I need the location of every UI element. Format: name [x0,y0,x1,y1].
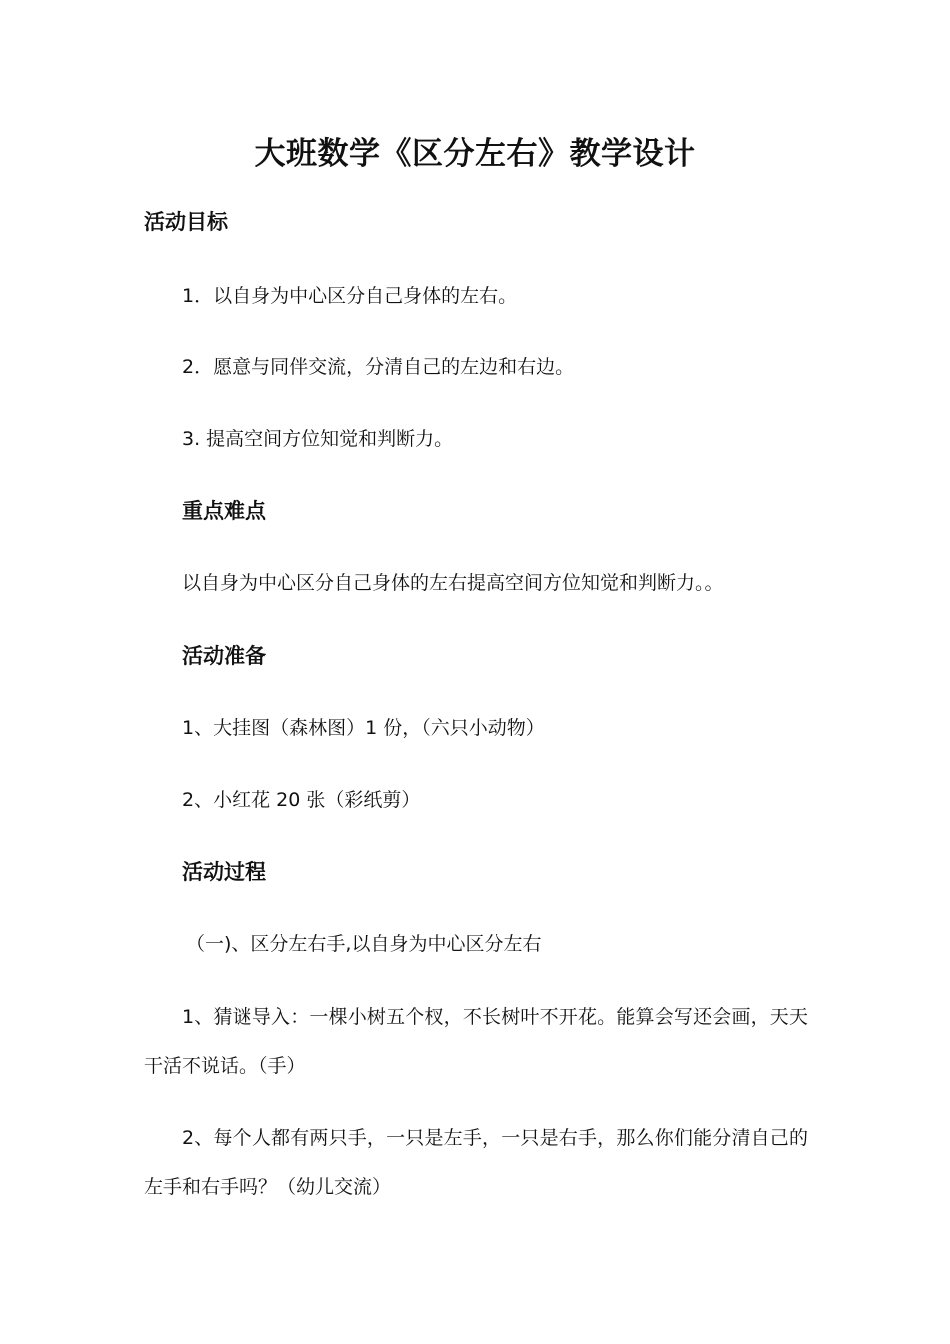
process-subheading: （一)、区分左右手,以自身为中心区分左右 [186,933,542,955]
preparation-item: 1、大挂图（森林图）1 份，（六只小动物） [182,717,545,739]
document-title: 大班数学《区分左右》教学设计 [254,136,696,172]
key-points-text: 以自身为中心区分自己身体的左右提高空间方位知觉和判断力。。 [182,572,724,594]
preparation-item: 2、小红花 20 张（彩纸剪） [182,789,421,811]
goal-item: 1．以自身为中心区分自己身体的左右。 [182,285,518,307]
process-paragraph: 2、每个人都有两只手，一只是左手，一只是右手，那么你们能分清自己的左手和右手吗？（幼儿交流） [144,1127,808,1198]
process-paragraph: 1、猜谜导入：一棵小树五个杈，不长树叶不开花。能算会写还会画，天天干活不说话。（手） [144,1006,808,1077]
goal-item: 3. 提高空间方位知觉和判断力。 [182,428,454,450]
section-heading-goals: 活动目标 [144,210,228,234]
section-heading-key-points: 重点难点 [182,499,266,523]
section-heading-preparation: 活动准备 [182,644,266,668]
goal-item: 2．愿意与同伴交流，分清自己的左边和右边。 [182,356,575,378]
section-heading-process: 活动过程 [182,860,266,884]
